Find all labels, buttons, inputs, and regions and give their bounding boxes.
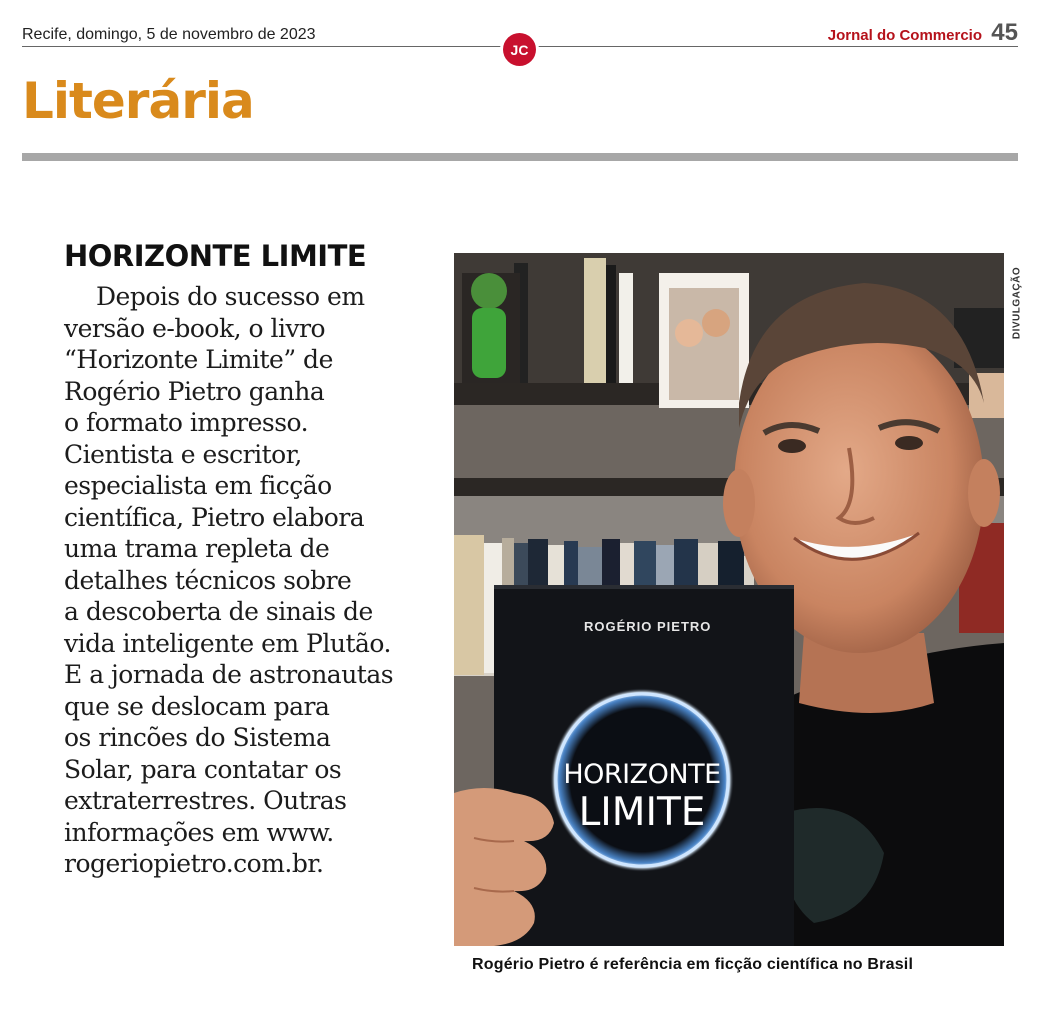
article-line: especialista em ficção xyxy=(64,471,332,500)
section-title: Literária xyxy=(22,72,254,130)
article-heading: HORIZONTE LIMITE xyxy=(64,239,367,273)
article-line: informações em www. xyxy=(64,817,334,847)
photo-caption: Rogério Pietro é referência em ficção científica no Brasil xyxy=(472,956,914,973)
newspaper-name: Jornal do Commercio xyxy=(827,27,982,44)
article-line: “Horizonte Limite” de xyxy=(64,345,333,374)
page-number: 45 xyxy=(991,19,1018,46)
article-body xyxy=(64,281,444,880)
photo-credit-text: DIVULGAÇÃO xyxy=(1011,266,1023,340)
author-photo-illustration xyxy=(454,253,1004,946)
article-line: vida inteligente em Plutão. xyxy=(64,628,391,658)
article-line: que se deslocam para xyxy=(64,691,330,721)
jc-logo: JC xyxy=(503,33,536,66)
article-line: Depois do sucesso em xyxy=(96,282,365,311)
article-line: extraterrestres. Outras xyxy=(64,786,347,815)
article-line: detalhes técnicos sobre xyxy=(64,565,352,595)
article-line: Rogério Pietro ganha xyxy=(64,376,325,406)
book-title-line2: LIMITE xyxy=(578,790,706,835)
article-line: o formato impresso. xyxy=(64,408,309,437)
article-line: Solar, para contatar os xyxy=(64,754,342,784)
book-author: ROGÉRIO PIETRO xyxy=(584,619,712,634)
article-line: Cientista e escritor, xyxy=(64,439,302,469)
article-line: E a jornada de astronautas xyxy=(64,660,394,689)
section-rule xyxy=(22,153,1018,161)
article-line: versão e-book, o livro xyxy=(64,313,326,343)
author-photo xyxy=(454,253,1004,946)
book-title-line1: HORIZONTE xyxy=(563,759,721,790)
article-line: os rincões do Sistema xyxy=(64,723,331,752)
article-line: científica, Pietro elabora xyxy=(64,502,365,532)
photo-credit xyxy=(1008,258,1026,348)
article-line: uma trama repleta de xyxy=(64,534,330,563)
article-line: rogeriopietro.com.br. xyxy=(64,849,324,878)
header-date: Recife, domingo, 5 de novembro de 2023 xyxy=(22,26,316,43)
article-line: a descoberta de sinais de xyxy=(64,597,373,626)
